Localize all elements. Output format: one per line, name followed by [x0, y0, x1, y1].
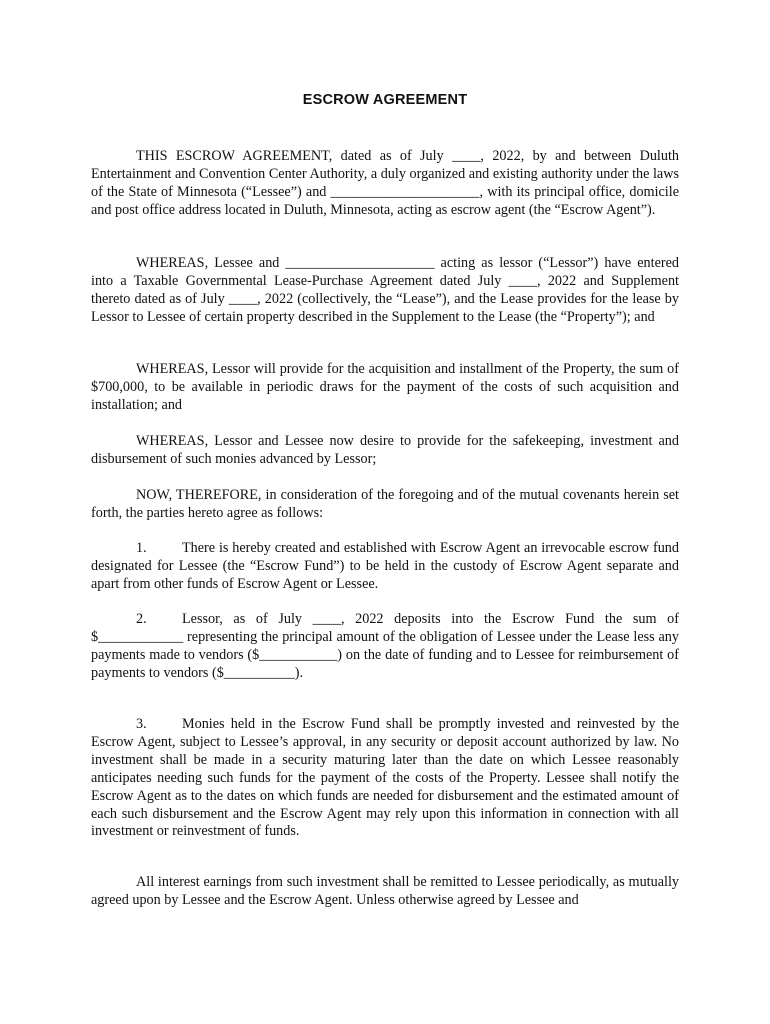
section-text: Monies held in the Escrow Fund shall be promptly invested and reinvested by the Escrow Agent, subject to Lessee’s approval, in any security or deposit account authorized by law. No investment shall be made in a security maturing later than the date on which Lessee reasonably anticipates needing such funds for the payment of the costs of the Property. Lessee shall notify the Escrow Agent as to the dates on which funds are needed for disbursement and the estimated amount of each such disbursement and the Escrow Agent may rely upon this information in connection with all investment or reinvestment of funds.: [91, 716, 679, 840]
section-3-paragraph: [91, 716, 679, 841]
section-1-paragraph: [91, 540, 679, 594]
intro-paragraph: THIS ESCROW AGREEMENT, dated as of July ____, 2022, by and between Duluth Entertainment and Convention Center Authority, a duly organized and existing authority under the laws of the State of Minnesota (“Lessee”) and _____________________, with its principal office, domicile and post office address located in Duluth, Minnesota, acting as escrow agent (the “Escrow Agent”).: [91, 148, 679, 218]
whereas-paragraph-1: WHEREAS, Lessee and _____________________ acting as lessor (“Lessor”) have entered into a Taxable Governmental Lease-Purchase Agreement dated July ____, 2022 and Supplement thereto dated as of July ____, 2022 (collectively, the “Lease”), and the Lease provides for the lease by Lessor to Lessee of certain property described in the Supplement to the Lease (the “Property”); and: [91, 255, 679, 325]
document-title: ESCROW AGREEMENT: [302, 92, 468, 108]
whereas-paragraph-3: WHEREAS, Lessor and Lessee now desire to provide for the safekeeping, investment and disbursement of such monies advanced by Lessor;: [91, 433, 679, 467]
interest-paragraph: All interest earnings from such investment shall be remitted to Lessee periodically, as mutually agreed upon by Lessee and the Escrow Agent. Unless otherwise agreed by Lessee and: [91, 874, 679, 908]
section-text: Lessor, as of July ____, 2022 deposits into the Escrow Fund the sum of $____________ representing the principal amount of the obligation of Lessee under the Lease less any payments made to vendors ($___________) on the date of funding and to Lessee for reimbursement of payments to vendors ($__________).: [91, 611, 679, 681]
section-text: There is hereby created and established with Escrow Agent an irrevocable escrow fund designated for Lessee (the “Escrow Fund”) to be held in the custody of Escrow Agent separate and apart from other funds of Escrow Agent or Lessee.: [91, 540, 679, 592]
now-therefore-paragraph: NOW, THEREFORE, in consideration of the foregoing and of the mutual covenants herein set forth, the parties hereto agree as follows:: [91, 487, 679, 521]
section-number: 3.: [136, 716, 147, 732]
section-2-paragraph: [91, 611, 679, 683]
section-number: 1.: [136, 540, 147, 556]
whereas-paragraph-2: WHEREAS, Lessor will provide for the acquisition and installment of the Property, the sum of $700,000, to be available in periodic draws for the payment of the costs of such acquisition and installation; and: [91, 361, 679, 413]
section-number: 2.: [136, 611, 147, 627]
